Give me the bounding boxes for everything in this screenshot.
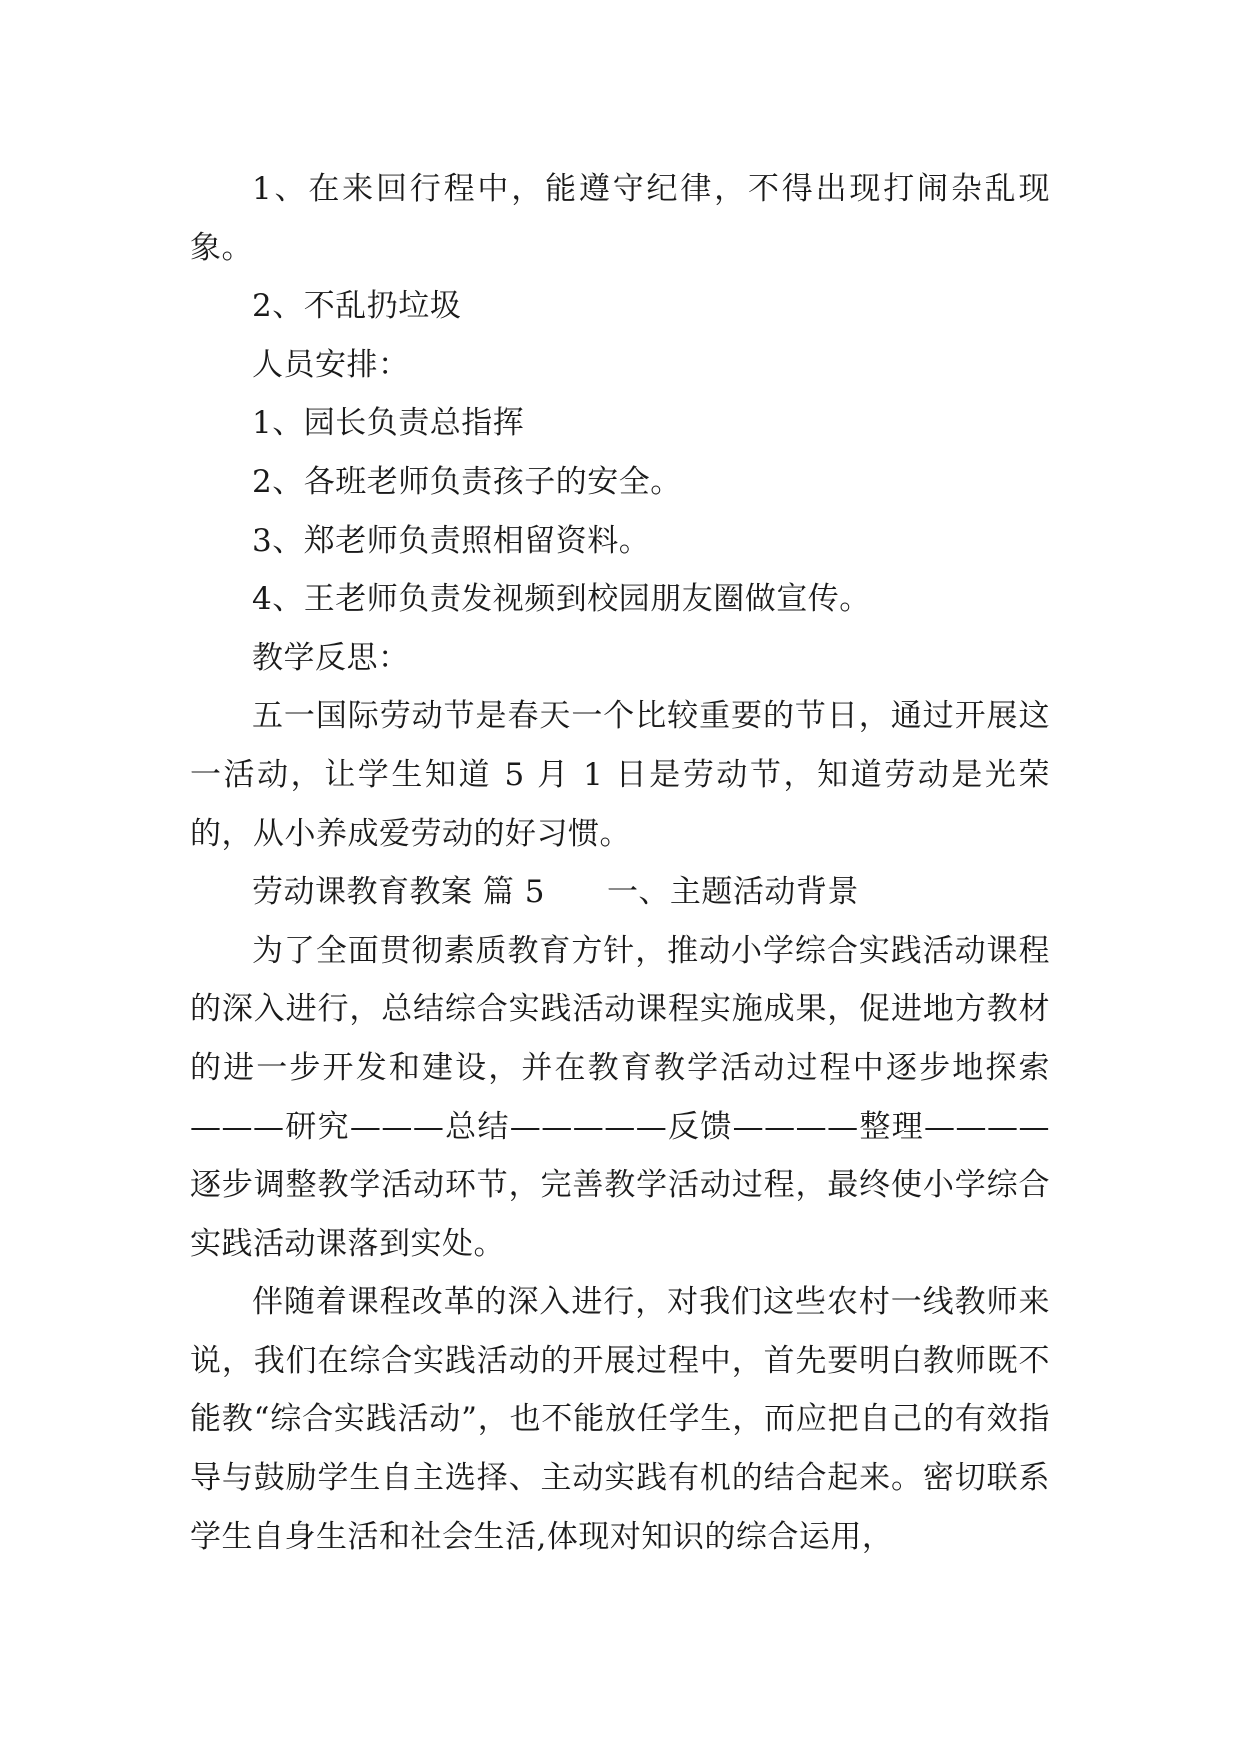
section-subtitle: 一、主题活动背景 [606, 874, 859, 911]
section-title: 劳动课教育教案 篇 5 [252, 874, 545, 911]
paragraph-reflection: 五一国际劳动节是春天一个比较重要的节日，通过开展这一活动，让学生知道 5 月 1 日是劳动节，知道劳动是光荣的，从小养成爱劳动的好习惯。 [190, 698, 1050, 852]
heading-teaching-reflection: 教学反思： [252, 639, 410, 676]
paragraph-staff-4: 4、王老师负责发视频到校园朋友圈做宣传。 [252, 581, 871, 618]
paragraph-staff-1: 1、园长负责总指挥 [252, 405, 525, 442]
paragraph-background-1: 为了全面贯彻素质教育方针，推动小学综合实践活动课程的深入进行，总结综合实践活动课程实施成果，促进地方教材的进一步开发和建设，并在教育教学活动过程中逐步地探索———研究———总结—————反馈————整理————逐步调整教学活动环节，完善教学活动过程，最终使小学综合实践活动课落到实处。 [190, 932, 1050, 1262]
paragraph-litter: 2、不乱扔垃圾 [252, 288, 462, 325]
document-page [190, 160, 1050, 1566]
paragraph-staff-2: 2、各班老师负责孩子的安全。 [252, 463, 682, 500]
paragraph-staff-3: 3、郑老师负责照相留资料。 [252, 522, 651, 559]
heading-staff-arrangement: 人员安排： [252, 346, 410, 383]
section-heading [190, 863, 1050, 922]
paragraph-background-2: 伴随着课程改革的深入进行，对我们这些农村一线教师来说，我们在综合实践活动的开展过程中，首先要明白教师既不能教“综合实践活动”，也不能放任学生，而应把自己的有效指导与鼓励学生自主选择、主动实践有机的结合起来。密切联系学生自身生活和社会生活,体现对知识的综合运用， [190, 1284, 1050, 1555]
paragraph-discipline: 1、在来回行程中，能遵守纪律，不得出现打闹杂乱现象。 [190, 171, 1050, 266]
